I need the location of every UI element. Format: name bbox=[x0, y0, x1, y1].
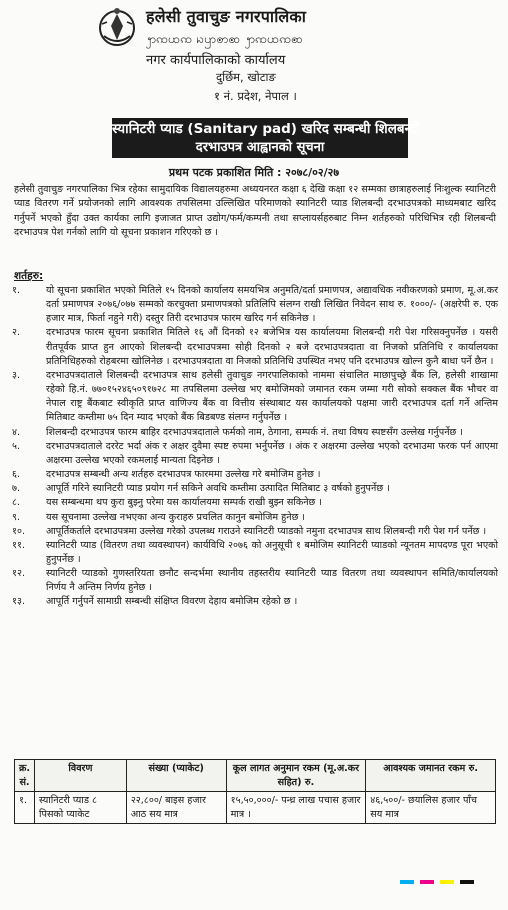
condition-item bbox=[12, 284, 498, 326]
condition-text: आपूर्ति गर्नुपर्ने सामाग्री सम्बन्धी संक्षिप्त विवरण देहाय बमोजिम रहेको छ । bbox=[46, 596, 298, 608]
conditions-list bbox=[12, 284, 498, 610]
notice-banner bbox=[112, 118, 420, 158]
condition-item bbox=[12, 525, 498, 539]
black-swatch bbox=[460, 880, 474, 884]
condition-text: दरभाउपत्र फारम सूचना प्रकाशित मितिले १६ औं दिनको १२ बजेभित्र यस कार्यालयमा शिलबन्दी गरी पेश गरिसक्नुपर्नेछ । यसरी रीतपूर्वक प्राप्त हुन आएको शिलबन्दी दरभाउपत्रमा सोही दिनको २ बजे दरभाउपत्रदाता वा निजको प्रतिनिधि र कार्यालयका प्रतिनिधिहरुको रोहबरमा खोलिनेछ । दरभाउपत्रदाता वा निजको प्रतिनिधि उपस्थित नभए पनि दरभाउपत्र खोल्न कुनै बाधा पर्ने छैन । bbox=[46, 327, 498, 367]
intro-paragraph: हलेसी तुवाचुङ नगरपालिका भित्र रहेका सामुदायिक विद्यालयहरुमा अध्ययनरत कक्षा ६ देखि कक्षा १२ सम्मका छात्राहरुलाई निःशुल्क स्यानिटरी प्याड वितरण गर्ने प्रयोजनको लागि आवश्यक तपसिलमा उल्लिखित परिमाणको स्यानिटरी प्याड शिलबन्दी दरभाउपत्रको माध्यमबाट खरिद गर्नुपर्ने भएको हुँदा उक्त कार्यका लागि इजाजत प्राप्त उद्योग/फर्म/कम्पनी तथा सप्लायर्सहरुबाट निम्न शर्तहरुको परिधिभित्र रही शिलबन्दी दरभाउपत्र पेश गर्नको लागि यो सूचना प्रकाशन गरिएको छ । bbox=[14, 184, 496, 238]
supply-summary-table bbox=[14, 759, 496, 824]
cell-quantity: २२,८००/ बाइस हजार आठ सय मात्र bbox=[126, 792, 226, 824]
condition-number: १२. bbox=[12, 568, 26, 580]
condition-text: दरभाउपत्रदाताले दररेट भर्दा अंक र अक्षर दुवैमा स्पष्ट रुपमा भर्नुपर्नेछ । अंक र अक्षरमा उल्लेख भएको दरभाउमा फरक पर्न आएमा अक्षरमा उल्लेख भएको रकमलाई मान्यता दिइनेछ । bbox=[46, 440, 498, 466]
condition-number: ५. bbox=[12, 440, 21, 452]
condition-item bbox=[12, 511, 498, 525]
cyan-swatch bbox=[400, 880, 414, 884]
office-name: नगर कार्यपालिकाको कार्यालय bbox=[146, 53, 286, 68]
magenta-swatch bbox=[420, 880, 434, 884]
condition-text: आपूर्तिकर्ताले दरभाउपत्रमा उल्लेख गरेको उपलब्ध गराउने स्यानिटरी प्याडको नमुना दरभाउपत्र साथ शिलबन्दी गरी पेश गर्न पर्नेछ । bbox=[46, 525, 487, 537]
nepal-government-emblem-icon bbox=[96, 6, 138, 48]
condition-item bbox=[12, 369, 498, 426]
yellow-swatch bbox=[440, 880, 454, 884]
conditions-heading: शर्तहरु: bbox=[14, 270, 44, 282]
condition-number: १. bbox=[12, 285, 21, 296]
cell-security-deposit: ४६,५००/- छयालिस हजार पाँच सय मात्र bbox=[366, 792, 496, 824]
municipality-title-script: ꩭꩡꩤꩡ ꩢꩥꩦꩧ ꩭꩡꩤꩡꩧ bbox=[146, 32, 304, 46]
condition-number: ८. bbox=[12, 497, 21, 509]
print-registration-marks bbox=[400, 880, 474, 884]
condition-number: १३. bbox=[12, 596, 26, 608]
column-header-serial: क्र. सं. bbox=[15, 760, 35, 792]
condition-number: ४. bbox=[12, 426, 21, 438]
condition-item bbox=[12, 440, 498, 468]
condition-number: ९. bbox=[12, 511, 21, 523]
cell-serial: १. bbox=[15, 792, 35, 824]
column-header-security-deposit: आवश्यक जमानत रकम रु. bbox=[366, 760, 496, 792]
office-province: १ नं. प्रदेश, नेपाल । bbox=[214, 89, 297, 103]
condition-text: शिलबन्दी दरभाउपत्र फारम बाहिर दरभाउपत्रदाताले फर्मको नाम, ठेगाना, सम्पर्क नं. तथा विषय स्पष्टसँग उल्लेख गर्नुपर्नेछ । bbox=[46, 426, 463, 438]
header bbox=[0, 0, 508, 112]
condition-item bbox=[12, 496, 498, 510]
condition-item bbox=[12, 482, 498, 496]
office-address: दुर्छिम, खोटाङ bbox=[216, 70, 276, 84]
condition-number: ३. bbox=[12, 369, 21, 381]
condition-number: २. bbox=[12, 327, 21, 339]
condition-item bbox=[12, 595, 498, 609]
condition-item bbox=[12, 468, 498, 482]
condition-text: यस सम्बन्धमा थप कुरा बुझ्नु परेमा यस कार्यालयमा सम्पर्क राखी बुझ्न सकिनेछ । bbox=[46, 497, 322, 509]
condition-number: ११. bbox=[12, 539, 26, 551]
cell-estimated-cost: १५,५०,०००/- पन्ध्र लाख पचास हजार मात्र । bbox=[226, 792, 366, 824]
condition-text: स्यानिटरी प्याडको गुणस्तरियता छनौट सन्दर्भमा स्थानीय तहस्तरीय स्यानिटरी प्याड वितरण तथा व्यवस्थापन समिति/कार्यालयको निर्णय नै अन्तिम निर्णय हुनेछ । bbox=[46, 568, 498, 594]
municipality-title: हलेसी तुवाचुङ नगरपालिका bbox=[146, 7, 307, 26]
cell-description: स्यानिटरी प्याड ८ पिसको प्याकेट bbox=[35, 792, 127, 824]
condition-text: दरभाउपत्रदाताले शिलबन्दी दरभाउपत्र साथ हलेसी तुवाचुङ नगरपालिकाको नाममा संचालित माछापुच्छ्रे बैंक लि, हलेसी शाखामा रहेको हि.नं. ७७०१५२४६५०९१७२८ मा तपसिलमा उल्लेख भए बमोजिमको जमानत रकम जम्मा गरी सोको सक्कल बैंक भौचर वा नेपाल राष्ट्र बैंकबाट स्वीकृति प्राप्त वाणिज्य बैंक वा वित्तीय संस्थाबाट यस कार्यालयको पक्षमा जारी दरभाउपत्र दर्ता गर्ने अन्तिम मितिबाट कम्तीमा ७५ दिन म्याद भएको बैंक बिडबण्ड संलग्न गर्नुपर्नेछ । bbox=[46, 369, 498, 424]
condition-item bbox=[12, 426, 498, 440]
table-header-row bbox=[15, 760, 496, 792]
condition-text: यस सूचनामा उल्लेख नभएका अन्य कुराहरु प्रचलित कानुन बमोजिम हुनेछ । bbox=[46, 511, 305, 523]
column-header-description: विवरण bbox=[35, 760, 127, 792]
condition-text: यो सूचना प्रकाशित भएको मितिले १५ दिनको कार्यालय समयभित्र अनुमति/दर्ता प्रमाणपत्र, अद्यावधिक नवीकरणको प्रमाण, मू.अ.कर दर्ता प्रमाणपत्र २०७६/०७७ सम्मको करचुक्ता प्रमाणपत्रको प्रतिलिपि संलग्न राखी लिखित निवेदन साथ रु. १०००/- (अक्षरेपी रु. एक हजार मात्र, फिर्ता नहुने गरी) दस्तुर तिरी दरभाउपत्र फारम खरिद गर्न सकिनेछ । bbox=[46, 285, 498, 325]
banner-subtitle: दरभाउपत्र आह्वानको सूचना bbox=[195, 140, 325, 155]
column-header-estimated-cost: कूल लागत अनुमान रकम (मू.अ.कर सहित) रु. bbox=[226, 760, 366, 792]
condition-item bbox=[12, 326, 498, 368]
condition-item bbox=[12, 539, 498, 567]
condition-number: ७. bbox=[12, 483, 21, 495]
table-row bbox=[15, 792, 496, 824]
publication-date: प्रथम पटक प्रकाशित मिति : २०७८/०२/२७ bbox=[168, 166, 340, 179]
condition-text: दरभाउपत्र सम्बन्धी अन्य शर्तहरु दरभाउपत्र फारममा उल्लेख गरे बमोजिम हुनेछ । bbox=[46, 469, 321, 481]
condition-item bbox=[12, 567, 498, 595]
condition-text: स्यानिटरी प्याड (वितरण तथा व्यवस्थापन) कार्यविधि २०७६ को अनुसूची १ बमोजिम स्यानिटरी प्याडको न्यूनतम मापदण्ड पूरा भएको हुनुपर्नेछ । bbox=[46, 539, 498, 565]
condition-number: १०. bbox=[12, 525, 26, 537]
condition-number: ६. bbox=[12, 469, 21, 481]
column-header-quantity: संख्या (प्याकेट) bbox=[126, 760, 226, 792]
banner-title: स्यानिटरी प्याड (Sanitary pad) खरिद सम्बन्धी शिलबन्दी bbox=[112, 121, 420, 137]
condition-text: आपूर्ति गरिने स्यानिटरी प्याड प्रयोग गर्न सकिने अवधि कम्तीमा उत्पादित मितिबाट ३ वर्षको हुनुपर्नेछ । bbox=[46, 483, 390, 495]
